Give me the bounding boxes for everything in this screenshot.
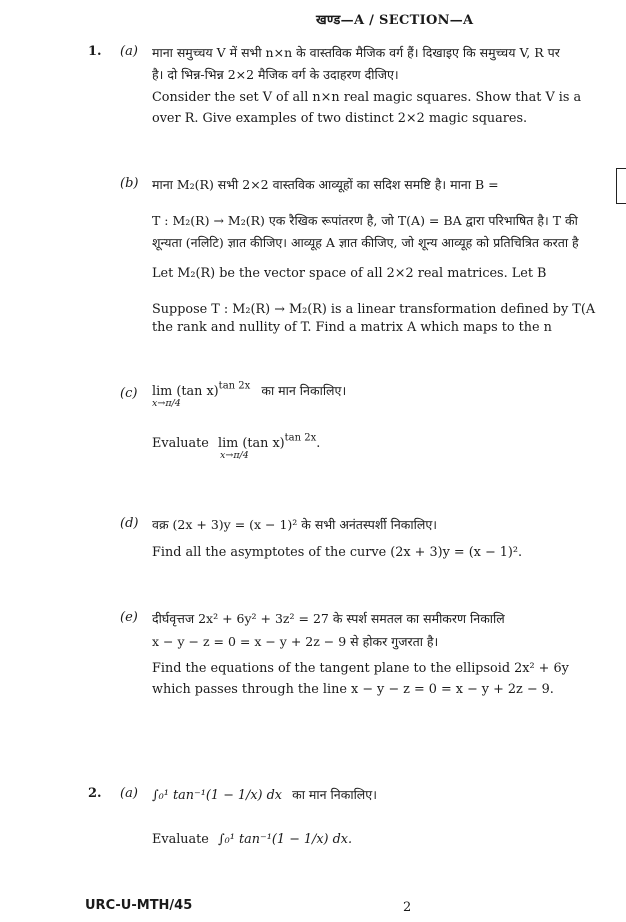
q1a-english-line1: Consider the set V of all n×n real magic squares. Show that V is a (152, 90, 582, 105)
q1e-hindi-line1: दीर्घवृत्तज 2x² + 6y² + 3z² = 27 के स्पर्श समतल का समीकरण निकालि (152, 611, 505, 626)
paper-code: URC-U-MTH/45 (85, 898, 193, 913)
q1c-limit-subscript: x→π/4 (152, 398, 181, 409)
q1a-hindi-line1: माना समुच्चय V में सभी n×n के वास्तविक मैजिक वर्ग हैं। दिखाइए कि समुच्चय V, R पर (152, 45, 560, 60)
q2a-label: (a) (120, 786, 138, 801)
q1b-english-line1: Let M₂(R) be the vector space of all 2×2 real matrices. Let B (152, 266, 547, 281)
q1c-limit-expression: lim (tan x) (152, 384, 219, 399)
q1c-label: (c) (120, 386, 138, 401)
q1d-label: (d) (120, 516, 139, 531)
q1c-english-limit-subscript: x→π/4 (220, 450, 249, 461)
q1b-hindi-line2: T : M₂(R) → M₂(R) एक रैखिक रूपांतरण है, जो T(A) = BA द्वारा परिभाषित है। T की (152, 213, 578, 228)
q1c-english-limit: Evaluate lim (tan x)$^{tan 2x}$. x→π/4 (152, 432, 321, 461)
q1e-label: (e) (120, 610, 138, 625)
matrix-bracket (616, 168, 626, 204)
q2a-hindi-tail: का मान निकालिए। (292, 787, 377, 802)
q1b-english-line2: Suppose T : M₂(R) → M₂(R) is a linear transformation defined by T(A (152, 302, 596, 317)
q1c-limit-exponent: tan 2x (218, 380, 251, 392)
q1b-hindi-line1: माना M₂(R) सभी 2×2 वास्तविक आव्यूहों का सदिश समष्टि है। माना B = (152, 177, 499, 192)
q1c-english-prefix: Evaluate (152, 436, 209, 451)
q2a-integral-expression: ∫₀¹ tan⁻¹(1 − 1/x) dx (152, 788, 283, 803)
q1a-hindi-line2: है। दो भिन्न-भिन्न 2×2 मैजिक वर्ग के उदाहरण दीजिए। (152, 67, 399, 82)
q1b-label: (b) (120, 176, 139, 191)
section-header: खण्ड—A / SECTION—A (316, 13, 474, 28)
q1a-label: (a) (120, 44, 138, 59)
q2a-english-integral-expression: ∫₀¹ tan⁻¹(1 − 1/x) dx. (217, 832, 353, 847)
question-1-number: 1. (88, 44, 102, 59)
q1d-english: Find all the asymptotes of the curve (2x + 3)y = (x − 1)². (152, 545, 523, 560)
question-2-number: 2. (88, 786, 102, 801)
q1c-english-limit-exponent: tan 2x (284, 432, 317, 444)
q1c-hindi-limit (152, 380, 346, 409)
q1c-english-limit-expression: lim (tan x) (217, 436, 285, 451)
q2a-hindi-integral (152, 784, 377, 803)
page-number: 2 (403, 900, 412, 915)
q1b-english-line3: the rank and nullity of T. Find a matrix A which maps to the n (152, 320, 552, 335)
q1d-hindi: वक्र (2x + 3)y = (x − 1)² के सभी अनंतस्पर्शी निकालिए। (152, 517, 437, 532)
q2a-english-integral (152, 828, 352, 847)
q1c-hindi-tail: का मान निकालिए। (261, 383, 347, 398)
q1e-hindi-line2: x − y − z = 0 = x − y + 2z − 9 से होकर गुजरता है। (152, 634, 439, 649)
q2a-english-prefix: Evaluate (152, 832, 209, 847)
q1e-english-line1: Find the equations of the tangent plane to the ellipsoid 2x² + 6y (152, 661, 569, 676)
q1b-hindi-line3: शून्यता (नलिटि) ज्ञात कीजिए। आव्यूह A ज्ञात कीजिए, जो शून्य आव्यूह को प्रतिचित्रित करता है (152, 235, 579, 250)
q1e-english-line2: which passes through the line x − y − z = 0 = x − y + 2z − 9. (152, 682, 554, 697)
q1a-english-line2: over R. Give examples of two distinct 2×2 magic squares. (152, 111, 528, 126)
